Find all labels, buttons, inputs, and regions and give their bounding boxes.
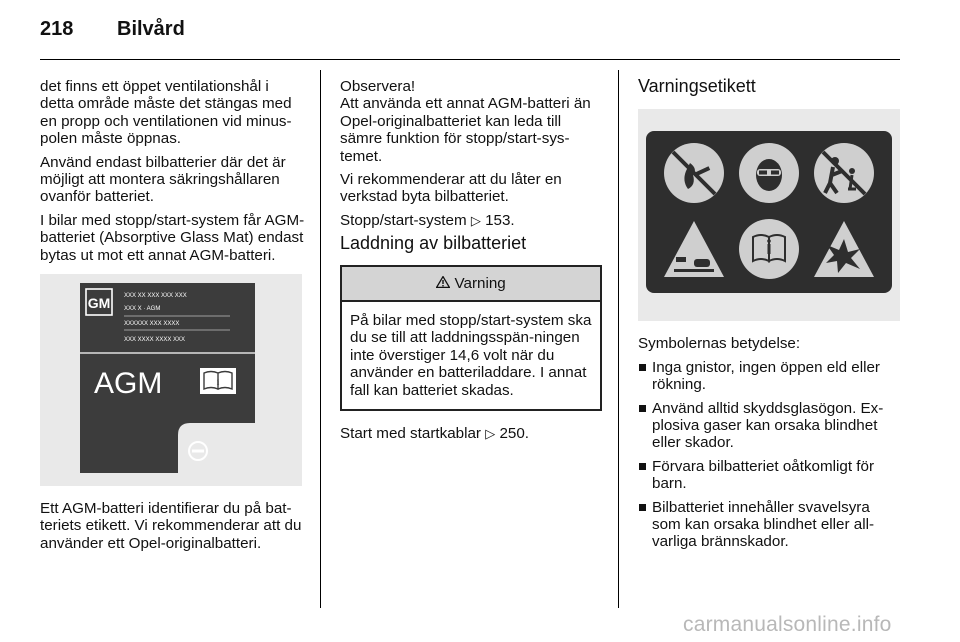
reference-arrow-icon: ▷ <box>485 426 496 442</box>
list-item: Bilbatteriet innehåller svavelsyra som kan orsaka blindhet eller all-varliga brännskador. <box>638 499 900 551</box>
symbols-intro: Symbolernas betydelse: <box>638 335 801 353</box>
column-2 <box>340 78 602 449</box>
column-divider-2 <box>618 70 619 608</box>
warning-label-figure <box>638 109 900 321</box>
agm-label-figure <box>40 274 302 486</box>
warning-text: På bilar med stopp/start-system ska du se till att laddningsspän-ningen inte överstiger 14,6 volt när du använder en batteriladdare. I annat fall kan batteriet skadas. <box>350 312 592 399</box>
paragraph: Vi rekommenderar att du låter en verkstad byta bilbatteriet. <box>340 171 562 206</box>
spec-line: XXX XX XXX XXX XXX <box>124 293 187 300</box>
list-item: Inga gnistor, ingen öppen eld eller rökning. <box>638 359 900 394</box>
heading-charging: Laddning av bilbatteriet <box>340 233 527 254</box>
spec-line: XXXXXX XXX XXXX <box>124 321 180 328</box>
reference-arrow-icon: ▷ <box>470 212 481 228</box>
page-header <box>0 0 960 60</box>
column-divider-1 <box>320 70 321 608</box>
paragraph: Använd endast bilbatterier där det är möjligt att montera säkringshållaren ovanför batteriet. <box>40 153 286 206</box>
cross-reference: Start med startkablar ▷ 250. <box>340 425 529 443</box>
note-text: Att använda ett annat AGM-batteri än Opel-originalbatteriet kan leda till sämre funktion för stopp/start-sys-temet. <box>340 95 591 165</box>
safety-goggles-icon <box>739 143 799 203</box>
read-manual-icon <box>739 219 799 279</box>
agm-battery-label <box>80 283 255 473</box>
agm-text: AGM <box>94 367 163 401</box>
section-title: Bilvård <box>117 18 185 40</box>
paragraph: det finns ett öppet ventilationshål i detta område måste det stängas med en propp och ventilationen vid minus-polen måste öppnas. <box>40 78 292 148</box>
warning-triangle-icon <box>436 276 450 288</box>
note-title: Observera! <box>340 78 416 95</box>
svg-text:i: i <box>216 377 220 388</box>
no-fire-icon <box>664 143 724 203</box>
warning-symbols-sticker <box>638 109 900 321</box>
figure-caption: Ett AGM-batteri identifierar du på bat-teriets etikett. Vi rekommenderar att du använder ett Opel-originalbatteri. <box>40 500 302 552</box>
watermark-text: carmanualsonline.info <box>683 613 892 636</box>
list-item: Använd alltid skyddsglasögon. Ex-plosiva gaser kan orsaka blindhet eller skador. <box>638 400 900 452</box>
gm-logo-text: GM <box>87 295 111 312</box>
warning-box <box>340 265 602 411</box>
column-1 <box>40 78 306 558</box>
spec-line: XXX XXXX XXXX XXX <box>124 337 186 344</box>
header-rule <box>40 59 900 60</box>
page-number: 218 <box>40 18 74 40</box>
list-item: Förvara bilbatteriet oåtkomligt för barn. <box>638 458 900 493</box>
heading-warning-label: Varningsetikett <box>638 76 756 96</box>
spec-line: XXX X · AGM <box>124 306 161 313</box>
column-3 <box>638 78 900 557</box>
cross-reference: Stopp/start-system ▷ 153. <box>340 211 515 229</box>
warning-title: Varning <box>454 274 506 292</box>
symbols-list <box>638 359 900 551</box>
paragraph: I bilar med stopp/start-system får AGM-batteriet (Absorptive Glass Mat) endast bytas ut mot ett annat AGM-batteri. <box>40 211 305 264</box>
keep-away-children-icon <box>814 143 874 203</box>
warning-header <box>342 267 600 302</box>
